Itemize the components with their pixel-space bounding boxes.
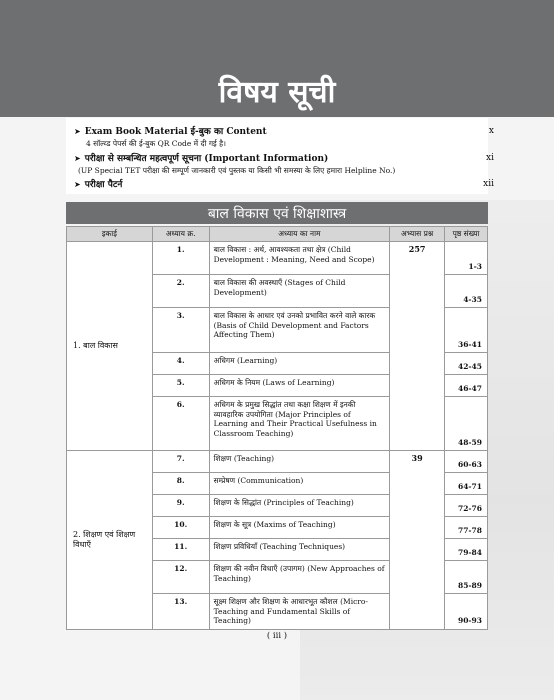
page-range: 60-63 xyxy=(445,451,488,473)
page-range: 79-84 xyxy=(445,539,488,561)
table-header-row xyxy=(67,227,488,242)
page-range: 77-78 xyxy=(445,517,488,539)
page-range: 46-47 xyxy=(445,375,488,397)
chapter-no: 12. xyxy=(152,561,209,594)
chapter-no: 7. xyxy=(152,451,209,473)
unit-name: 1. बाल विकास xyxy=(67,242,153,451)
chapter-name: बाल विकास की अवस्थाएँ (Stages of Child Development) xyxy=(209,275,390,308)
page-title: विषय सूची xyxy=(218,75,336,110)
header-pages: पृष्ठ संख्या xyxy=(445,227,488,242)
practice-count: 257 xyxy=(390,242,445,451)
page-range: 85-89 xyxy=(445,561,488,594)
arrow-icon: ➤ xyxy=(74,154,81,163)
intro-item xyxy=(74,153,328,165)
page-range: 48-59 xyxy=(445,397,488,451)
page-range: 90-93 xyxy=(445,594,488,630)
arrow-icon: ➤ xyxy=(74,180,81,189)
intro-label: Exam Book Material ई-बुक का Content xyxy=(84,127,267,137)
chapter-name: सम्प्रेषण (Communication) xyxy=(209,473,390,495)
page-range: 36-41 xyxy=(445,308,488,353)
chapter-name: बाल विकास : अर्थ, आवश्यकता तथा क्षेत्र (Child Development : Meaning, Need and Scope) xyxy=(209,242,390,275)
section-title: बाल विकास एवं शिक्षाशास्त्र xyxy=(207,206,347,222)
chapter-name: अधिगम के प्रमुख सिद्धांत तथा कक्षा शिक्षण में इनकी व्यावहारिक उपयोगिता (Major Principles of Learning and Their Practical Usefulness in Classroom Teaching) xyxy=(209,397,390,451)
header-chapter-no: अध्याय क्र. xyxy=(152,227,209,242)
page-range: 1-3 xyxy=(445,242,488,275)
page-footer: ( iii ) xyxy=(266,631,288,641)
page-range: 4-35 xyxy=(445,275,488,308)
chapter-name: अधिगम (Learning) xyxy=(209,353,390,375)
chapter-no: 5. xyxy=(152,375,209,397)
header-chapter-name: अध्याय का नाम xyxy=(209,227,390,242)
page-range: 64-71 xyxy=(445,473,488,495)
intro-sub: 4 सॉल्व्ड पेपर्स की ई-बुक QR Code में दी गई है। xyxy=(86,139,226,148)
practice-count: 39 xyxy=(390,451,445,630)
header-practice: अभ्यास प्रश्न xyxy=(390,227,445,242)
chapter-name: शिक्षण के सूत्र (Maxims of Teaching) xyxy=(209,517,390,539)
arrow-icon: ➤ xyxy=(74,127,81,136)
chapter-no: 13. xyxy=(152,594,209,630)
chapter-name: शिक्षण की नवीन विधाएँ (उपागम) (New Approaches of Teaching) xyxy=(209,561,390,594)
page-range: 72-76 xyxy=(445,495,488,517)
section-bar xyxy=(66,202,488,224)
chapter-name: अधिगम के नियम (Laws of Learning) xyxy=(209,375,390,397)
intro-sub: (UP Special TET परीक्षा की सम्पूर्ण जानकारी एवं पुस्तक या किसी भी समस्या के लिए हमारा Helpline No.) xyxy=(78,166,396,175)
chapter-no: 9. xyxy=(152,495,209,517)
chapter-name: शिक्षण के सिद्धांत (Principles of Teaching) xyxy=(209,495,390,517)
chapter-no: 8. xyxy=(152,473,209,495)
chapter-name: शिक्षण (Teaching) xyxy=(209,451,390,473)
chapter-no: 2. xyxy=(152,275,209,308)
chapter-no: 3. xyxy=(152,308,209,353)
intro-page: xi xyxy=(486,153,494,163)
chapter-name: सूक्ष्म शिक्षण और शिक्षण के आधारभूत कौशल (Micro-Teaching and Fundamental Skills of Teaching) xyxy=(209,594,390,630)
chapter-no: 1. xyxy=(152,242,209,275)
intro-label: परीक्षा से सम्बन्धित महत्वपूर्ण सूचना (Important Information) xyxy=(84,154,329,164)
table-row xyxy=(67,242,488,275)
chapter-no: 10. xyxy=(152,517,209,539)
chapter-no: 6. xyxy=(152,397,209,451)
intro-page: x xyxy=(488,126,494,136)
intro-box xyxy=(66,118,494,194)
intro-label: परीक्षा पैटर्न xyxy=(84,180,123,190)
unit-name: 2. शिक्षण एवं शिक्षण विधाएँ xyxy=(67,451,153,630)
chapter-no: 11. xyxy=(152,539,209,561)
chapter-name: बाल विकास के आधार एवं उनको प्रभावित करने वाले कारक (Basis of Child Development and Factors Affecting Them) xyxy=(209,308,390,353)
intro-item xyxy=(74,126,267,138)
intro-item xyxy=(74,179,122,191)
chapter-no: 4. xyxy=(152,353,209,375)
chapter-name: शिक्षण प्रविधियाँ (Teaching Techniques) xyxy=(209,539,390,561)
intro-page: xii xyxy=(483,179,494,189)
contents-table xyxy=(66,226,488,630)
page-range: 42-45 xyxy=(445,353,488,375)
header-unit: इकाई xyxy=(67,227,153,242)
table-row xyxy=(67,451,488,473)
